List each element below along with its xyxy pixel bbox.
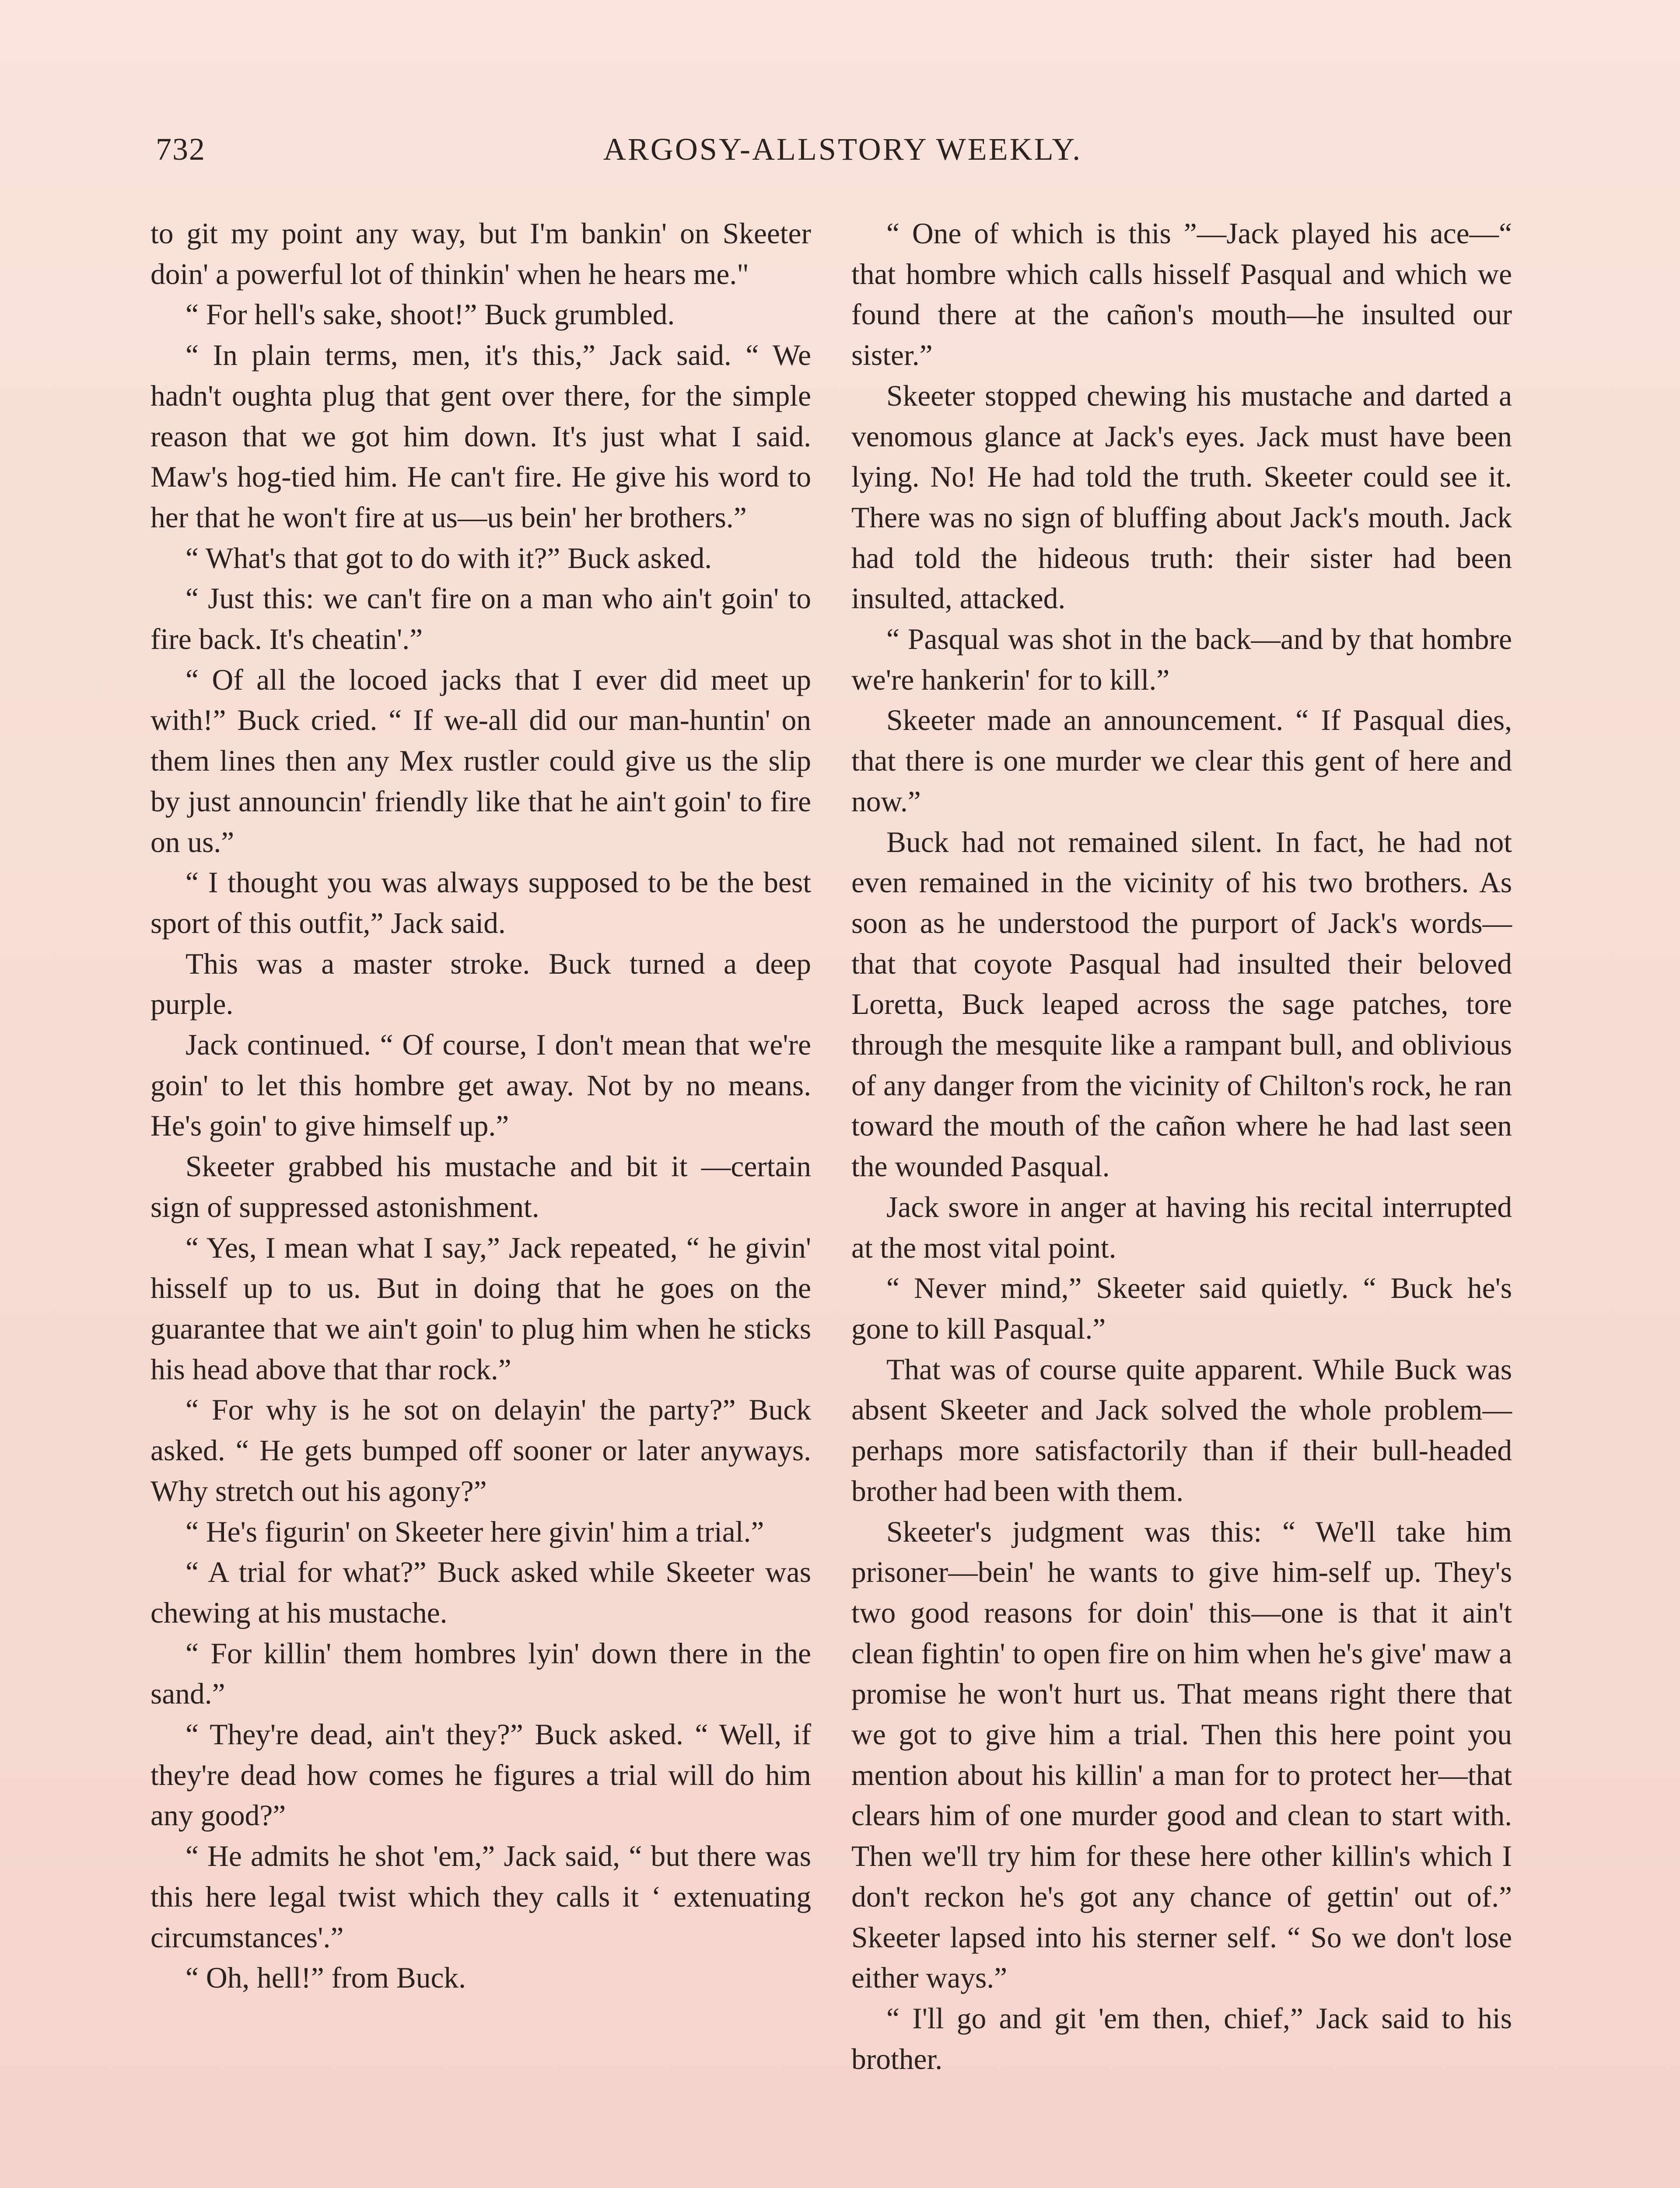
paragraph: “ I thought you was always supposed to be the best sport of this outfit,” Jack said. [150,866,811,940]
page-header [156,131,1530,179]
running-title: ARGOSY-ALLSTORY WEEKLY. [603,132,1082,167]
paragraph: “ They're dead, ain't they?” Buck asked. “ Well, if they're dead how comes he figures a trial will do him any good?” [150,1718,811,1832]
paragraph: “ Oh, hell!” from Buck. [186,1961,466,1995]
paragraph: to git my point any way, but I'm bankin' on Skeeter doin' a powerful lot of thinkin' when he hears me." [150,217,811,291]
paragraph: “ Never mind,” Skeeter said quietly. “ Buck he's gone to kill Pasqual.” [851,1272,1512,1345]
paragraph: “ For hell's sake, shoot!” Buck grumbled. [186,298,675,331]
paragraph: “ One of which is this ”—Jack played his ace—“ that hombre which calls hisself Pasqual and which we found there at the cañon's mouth—he insulted our sister.” [851,217,1512,372]
paragraph: “ He admits he shot 'em,” Jack said, “ but there was this here legal twist which they calls it ‘ extenuating circumstances'.” [150,1840,811,1954]
paragraph: “ Of all the locoed jacks that I ever did meet up with!” Buck cried. “ If we-all did our man-huntin' on them lines then any Mex rustler could give us the slip by just announcin' friendly like that he ain't goin' to fire on us.” [150,663,811,859]
paragraph: Skeeter stopped chewing his mustache and darted a venomous glance at Jack's eyes. Jack must have been lying. No! He had told the truth. Skeeter could see it. There was no sign of bluffing about Jack's mouth. Jack had told the hideous truth: their sister had been insulted, attacked. [851,379,1512,615]
paragraph: Skeeter made an announcement. “ If Pasqual dies, that there is one murder we clear this gent of here and now.” [851,704,1512,818]
paragraph: “ For killin' them hombres lyin' down there in the sand.” [150,1637,811,1711]
paragraph: “ For why is he sot on delayin' the party?” Buck asked. “ He gets bumped off sooner or later anyways. Why stretch out his agony?” [150,1393,811,1508]
paragraph: This was a master stroke. Buck turned a deep purple. [150,947,811,1021]
paragraph: That was of course quite apparent. While Buck was absent Skeeter and Jack solved the whole problem—perhaps more satisfactorily than if their bull-headed brother had been with them. [851,1353,1512,1508]
left-column [150,214,811,1999]
paragraph: Jack swore in anger at having his recital interrupted at the most vital point. [851,1190,1512,1264]
paragraph: “ Pasqual was shot in the back—and by that hombre we're hankerin' for to kill.” [851,623,1512,696]
paragraph: Buck had not remained silent. In fact, he had not even remained in the vicinity of his two brothers. As soon as he understood the purport of Jack's words—that that coyote Pasqual had insulted their beloved Loretta, Buck leaped across the sage patches, tore through the mesquite like a rampant bull, and oblivious of any danger from the vicinity of Chilton's rock, he ran toward the mouth of the cañon where he had last seen the wounded Pasqual. [851,825,1512,1183]
paragraph: “ He's figurin' on Skeeter here givin' him a trial.” [186,1515,764,1548]
paragraph: “ In plain terms, men, it's this,” Jack said. “ We hadn't oughta plug that gent over there, for the simple reason that we got him down. It's just what I said. Maw's hog-tied him. He can't fire. He give his word to her that he won't fire at us—us bein' her brothers.” [150,339,811,534]
paragraph: Skeeter's judgment was this: “ We'll take him prisoner—bein' he wants to give him-self up. They's two good reasons for doin' this—one is that it ain't clean fightin' to open fire on him when he's give' maw a promise he won't hurt us. That means right there that we got to give him a trial. Then this here point you mention about his killin' a man for to protect her—that clears him of one murder good and clean to start with. Then we'll try him for these here other killin's which I don't reckon he's got any chance of gettin' out of.” Skeeter lapsed into his sterner self. “ So we don't lose either ways.” [851,1515,1512,1995]
paragraph: “ What's that got to do with it?” Buck asked. [186,541,712,575]
paragraph: “ Yes, I mean what I say,” Jack repeated, “ he givin' hisself up to us. But in doing that he goes on the guarantee that we ain't goin' to plug him when he sticks his head above that thar rock.” [150,1231,811,1386]
paragraph: “ A trial for what?” Buck asked while Skeeter was chewing at his mustache. [150,1556,811,1629]
page-number: 732 [156,132,206,167]
paragraph: “ I'll go and git 'em then, chief,” Jack said to his brother. [851,2002,1512,2076]
paragraph: Skeeter grabbed his mustache and bit it —certain sign of suppressed astonishment. [150,1150,811,1224]
paragraph: “ Just this: we can't fire on a man who ain't goin' to fire back. It's cheatin'.” [150,582,811,656]
right-column [851,214,1512,2079]
paragraph: Jack continued. “ Of course, I don't mean that we're goin' to let this hombre get away. Not by no means. He's goin' to give himself up.” [150,1028,811,1143]
